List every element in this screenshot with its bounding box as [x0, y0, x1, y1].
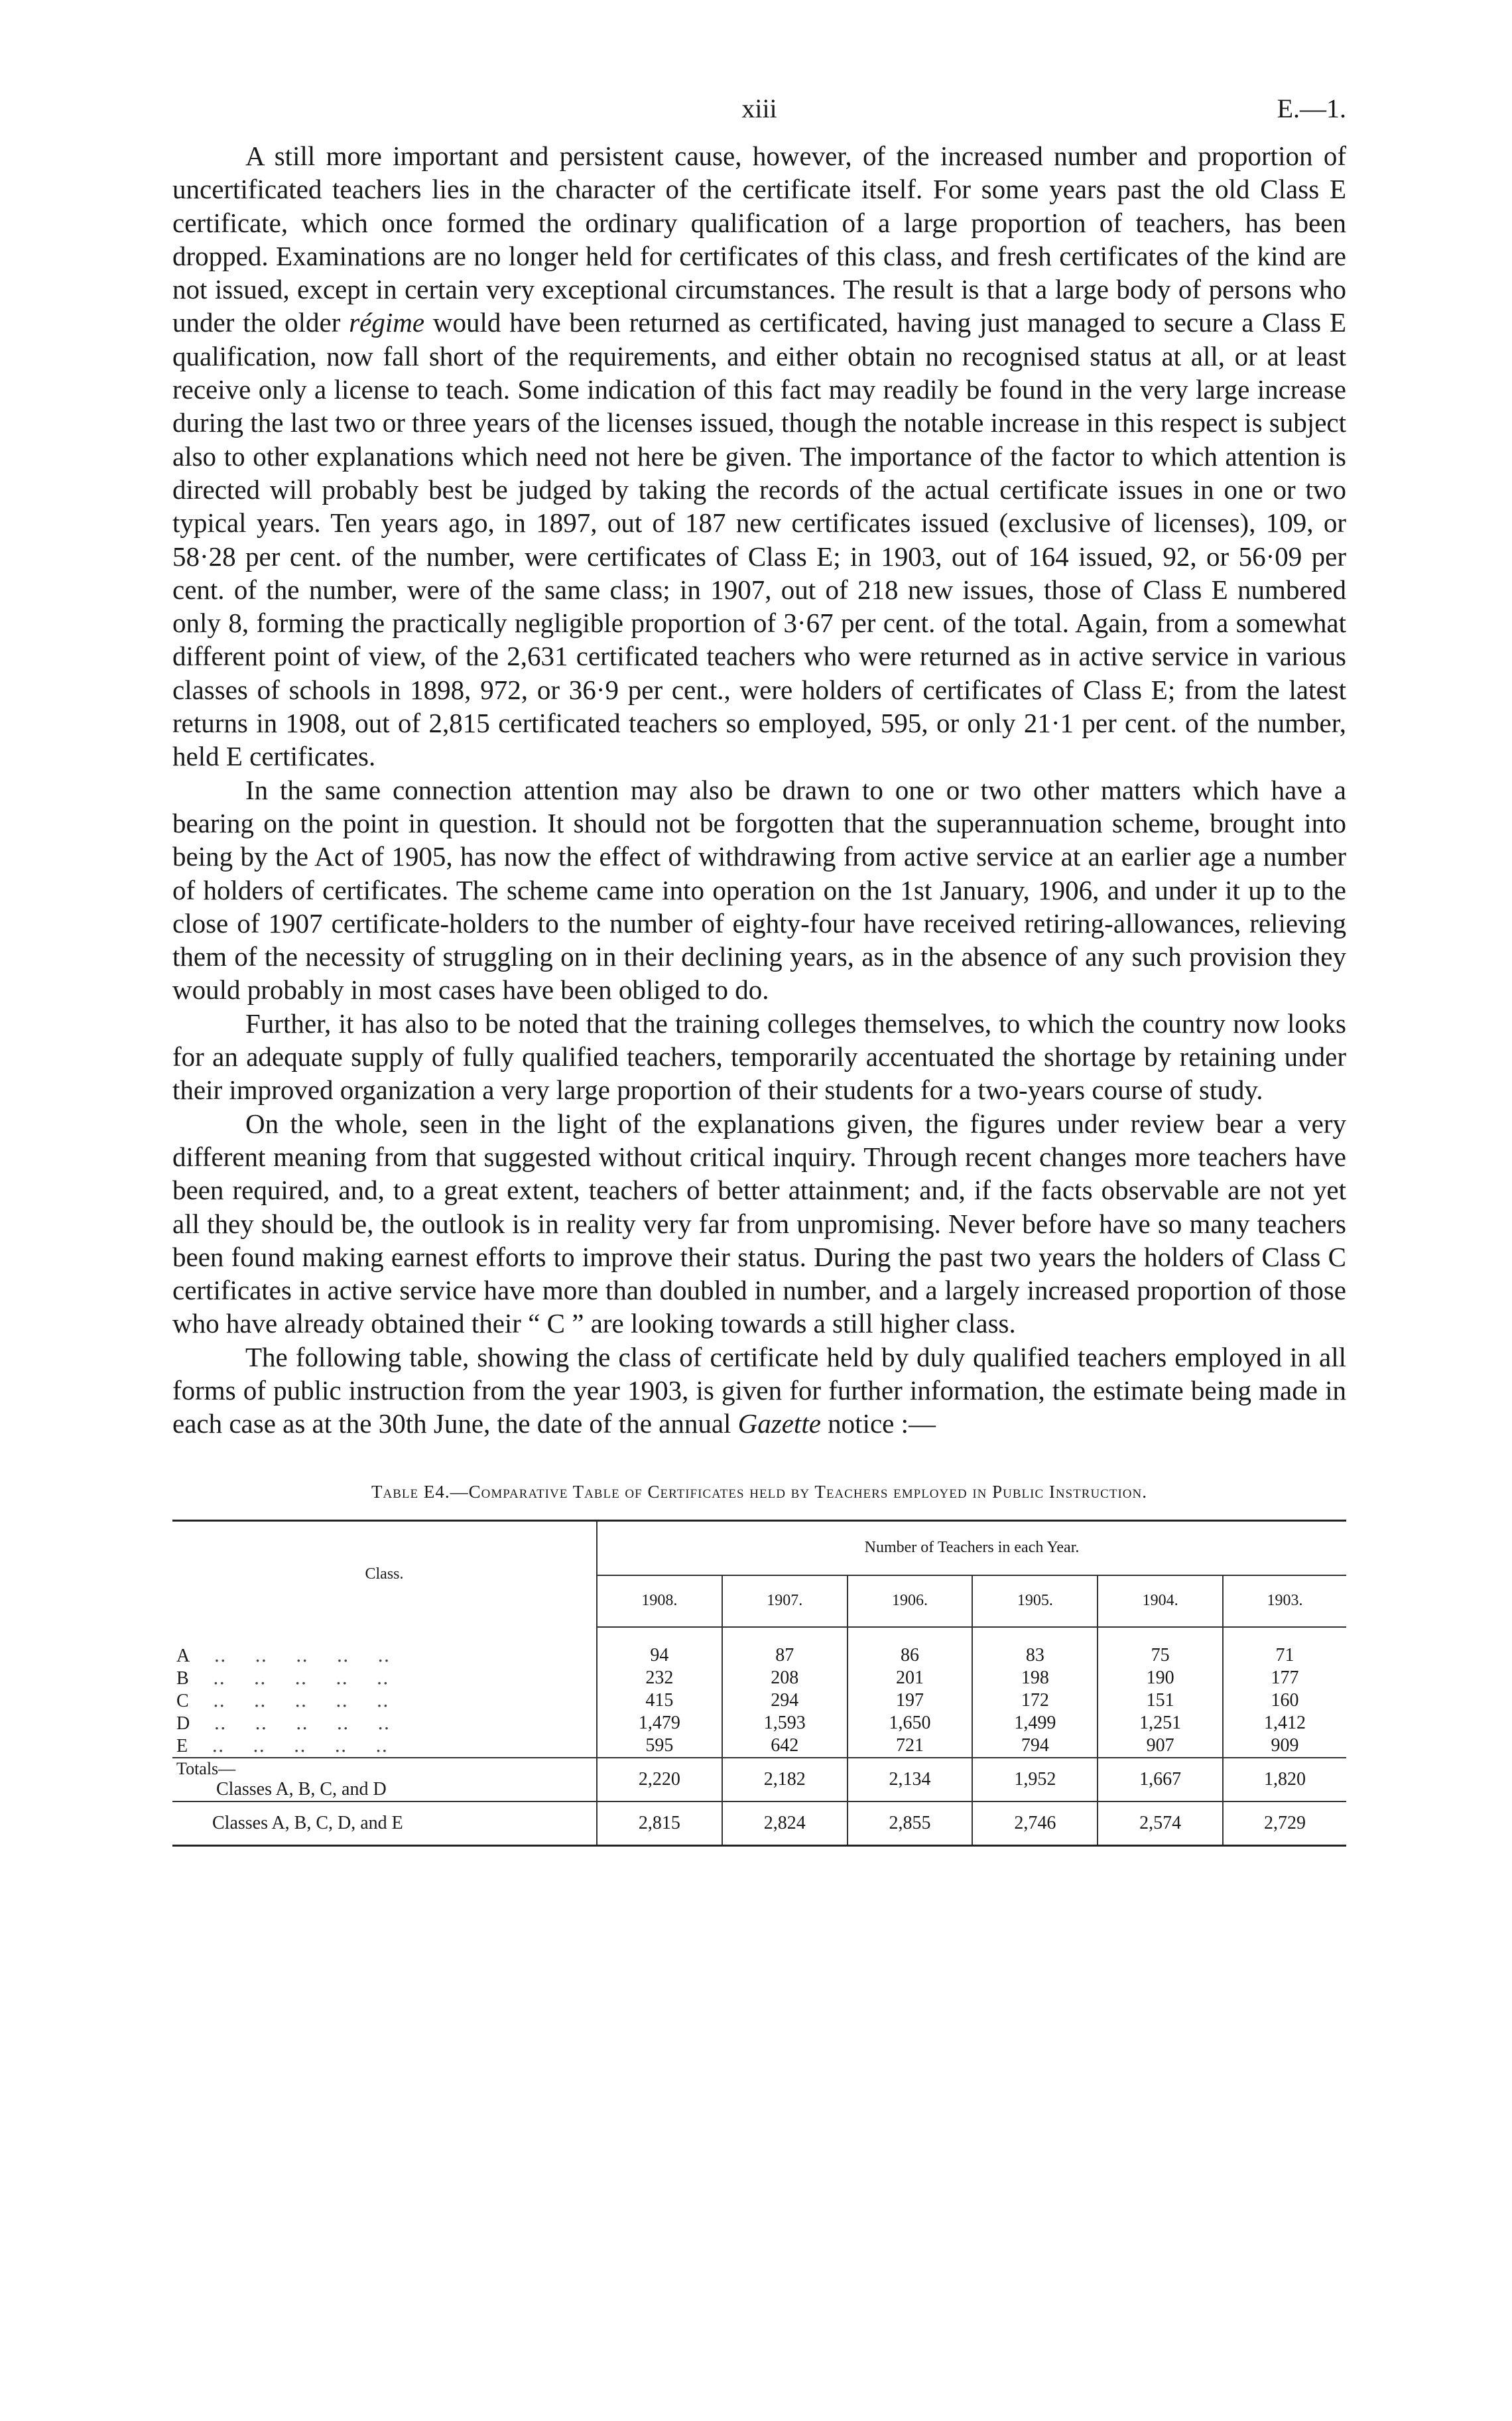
year-header: 1903. — [1223, 1575, 1346, 1627]
table-cell: 1,593 — [722, 1712, 848, 1734]
totals-row-label: Classes A, B, C, D, and E — [172, 1801, 597, 1846]
page — [172, 93, 1346, 1847]
table-cell: 75 — [1098, 1627, 1223, 1667]
table-cell: 2,815 — [597, 1801, 722, 1846]
totals-label: Totals— — [176, 1758, 236, 1778]
table-cell: 2,824 — [722, 1801, 848, 1846]
table-cell: 151 — [1098, 1689, 1223, 1712]
table-cell: 83 — [972, 1627, 1098, 1667]
paragraph-1: A still more important and persistent cause, however, of the increased number and proportion of uncertificated teachers lies in the character of the certificate itself. For some years past the old Class E certificate, which once formed the ordinary qualification of a large proportion of teachers, has been dropped. Examinations are no longer held for certificates of this class, and fresh certificates of the kind are not issued, except in certain very exceptional circumstances. The result is that a large body of persons who under the older régime would have been returned as certificated, having just managed to secure a Class E qualification, now fall short of the requirements, and either obtain no recognised status at all, or at least receive only a license to teach. Some indication of this fact may readily be found in the very large increase during the last two or three years of the licenses issued, though the notable increase in this respect is subject also to other explanations which need not here be given. The importance of the factor to which attention is directed will probably best be judged by taking the records of the actual certificate issues in one or two typical years. Ten years ago, in 1897, out of 187 new certificates issued (exclusive of licenses), 109, or 58·28 per cent. of the number, were certificates of Class E; in 1903, out of 164 issued, 92, or 56·09 per cent. of the number, were of the same class; in 1907, out of 218 new issues, those of Class E numbered only 8, forming the practically negligible proportion of 3·67 per cent. of the total. Again, from a somewhat different point of view, of the 2,631 certificated teachers who were returned as in active service in various classes of schools in 1898, 972, or 36·9 per cent., were holders of certificates of Class E; from the latest returns in 1908, out of 2,815 certificated teachers so employed, 595, or only 21·1 per cent. of the number, held E certificates. — [172, 141, 1347, 772]
class-rows — [172, 1627, 1346, 1758]
table-cell: 2,574 — [1098, 1801, 1223, 1846]
table-cell: 2,220 — [597, 1758, 722, 1801]
table-cell: 1,650 — [848, 1712, 973, 1734]
totals-row — [172, 1758, 1346, 1801]
table-row — [172, 1667, 1346, 1689]
page-number: xiii — [741, 94, 777, 123]
table-cell: 2,855 — [848, 1801, 973, 1846]
table-cell: 2,134 — [848, 1758, 973, 1801]
paragraph-3: Further, it has also to be noted that the training colleges themselves, to which the country now looks for an adequate supply of fully qualified teachers, temporarily accentuated the shortage by retaining under their improved organization a very large proportion of their students for a two-years course of study. — [172, 1008, 1346, 1106]
table-row — [172, 1627, 1346, 1667]
table-cell: 197 — [848, 1689, 973, 1712]
class-label: D ‥ ‥ ‥ ‥ ‥ — [172, 1712, 597, 1734]
totals-row — [172, 1801, 1346, 1846]
table-cell: 1,952 — [972, 1758, 1098, 1801]
year-header: 1908. — [597, 1575, 722, 1627]
table-cell: 294 — [722, 1689, 848, 1712]
dot-leader: ‥ ‥ ‥ ‥ ‥ — [212, 1690, 401, 1711]
table-cell: 94 — [650, 1645, 669, 1666]
table-cell: 201 — [848, 1667, 973, 1689]
year-header: 1906. — [848, 1575, 973, 1627]
dot-leader: ‥ ‥ ‥ ‥ ‥ — [212, 1735, 400, 1756]
dot-leader: ‥ ‥ ‥ ‥ ‥ — [212, 1668, 401, 1689]
table-cell: 1,667 — [1098, 1758, 1223, 1801]
dot-leader: ‥ ‥ ‥ ‥ ‥ — [214, 1713, 402, 1734]
table-row — [172, 1734, 1346, 1758]
document-reference: E.—1. — [1277, 94, 1346, 123]
year-header: 1904. — [1098, 1575, 1223, 1627]
table-cell: 1,251 — [1098, 1712, 1223, 1734]
year-header: 1907. — [722, 1575, 848, 1627]
table-cell: 2,729 — [1223, 1801, 1346, 1846]
table-cell: 198 — [972, 1667, 1098, 1689]
table-cell: 1,479 — [638, 1712, 680, 1733]
class-label: E ‥ ‥ ‥ ‥ ‥ — [172, 1734, 597, 1758]
table-cell: 71 — [1223, 1627, 1346, 1667]
table-cell: 232 — [645, 1667, 674, 1688]
table-cell: 721 — [848, 1734, 973, 1758]
class-column-header: Class. — [172, 1520, 597, 1627]
certificates-table — [172, 1520, 1346, 1847]
table-cell: 415 — [645, 1689, 674, 1711]
class-label: A ‥ ‥ ‥ ‥ ‥ — [172, 1627, 597, 1667]
table-cell: 794 — [972, 1734, 1098, 1758]
table-cell: 909 — [1223, 1734, 1346, 1758]
table-row — [172, 1689, 1346, 1712]
table-cell: 642 — [722, 1734, 848, 1758]
table-cell: 1,412 — [1223, 1712, 1346, 1734]
table-cell: 907 — [1098, 1734, 1223, 1758]
table-cell: 208 — [722, 1667, 848, 1689]
table-title: Table E4.—Comparative Table of Certificates held by Teachers employed in Public Instruction. — [371, 1481, 1147, 1502]
table-cell: 87 — [722, 1627, 848, 1667]
paragraph-4: On the whole, seen in the light of the explanations given, the figures under review bear a very different meaning from that suggested without critical inquiry. Through recent changes more teachers have been required, and, to a great extent, teachers of better attainment; and, if the facts observable are not yet all they should be, the outlook is in reality very far from unpromising. Never before have so many teachers been found making earnest efforts to improve their status. During the past two years the holders of Class C certificates in active service have more than doubled in number, and a largely increased proportion of those who have already obtained their “ C ” are looking towards a still higher class. — [172, 1108, 1346, 1339]
table-cell: 595 — [645, 1734, 674, 1756]
totals-row-label: Classes A, B, C, and D — [216, 1778, 387, 1799]
page-header — [172, 93, 1346, 139]
table-cell: 160 — [1223, 1689, 1346, 1712]
table-cell: 172 — [972, 1689, 1098, 1712]
table-cell: 86 — [848, 1627, 973, 1667]
paragraph-5: The following table, showing the class of certificate held by duly qualified teachers employed in all forms of public instruction from the year 1903, is given for further information, the estimate being made in each case as at the 30th June, the date of the annual Gazette notice :— — [172, 1341, 1346, 1439]
table-cell: 1,820 — [1223, 1758, 1346, 1801]
table-row — [172, 1712, 1346, 1734]
paragraph-2: In the same connection attention may also be drawn to one or two other matters which have a bearing on the point in question. It should not be forgotten that the superannuation scheme, brought into being by the Act of 1905, has now the effect of withdrawing from active service at an earlier age a number of holders of certificates. The scheme came into operation on the 1st January, 1906, and under it up to the close of 1907 certificate-holders to the number of eighty-four have received retiring-allowances, relieving them of the necessity of struggling on in their declining years, as in the absence of any such provision they would probably in most cases have been obliged to do. — [172, 774, 1346, 1006]
table-cell: 190 — [1098, 1667, 1223, 1689]
table-cell: 177 — [1223, 1667, 1346, 1689]
dot-leader: ‥ ‥ ‥ ‥ ‥ — [214, 1645, 402, 1666]
number-of-teachers-header: Number of Teachers in each Year. — [597, 1520, 1346, 1575]
table-cell: 2,746 — [972, 1801, 1098, 1846]
table-cell: 2,182 — [722, 1758, 848, 1801]
table-cell: 1,499 — [972, 1712, 1098, 1734]
body-text — [172, 139, 1346, 1441]
class-label: C ‥ ‥ ‥ ‥ ‥ — [172, 1689, 597, 1712]
class-label: B ‥ ‥ ‥ ‥ ‥ — [172, 1667, 597, 1689]
year-header: 1905. — [972, 1575, 1098, 1627]
